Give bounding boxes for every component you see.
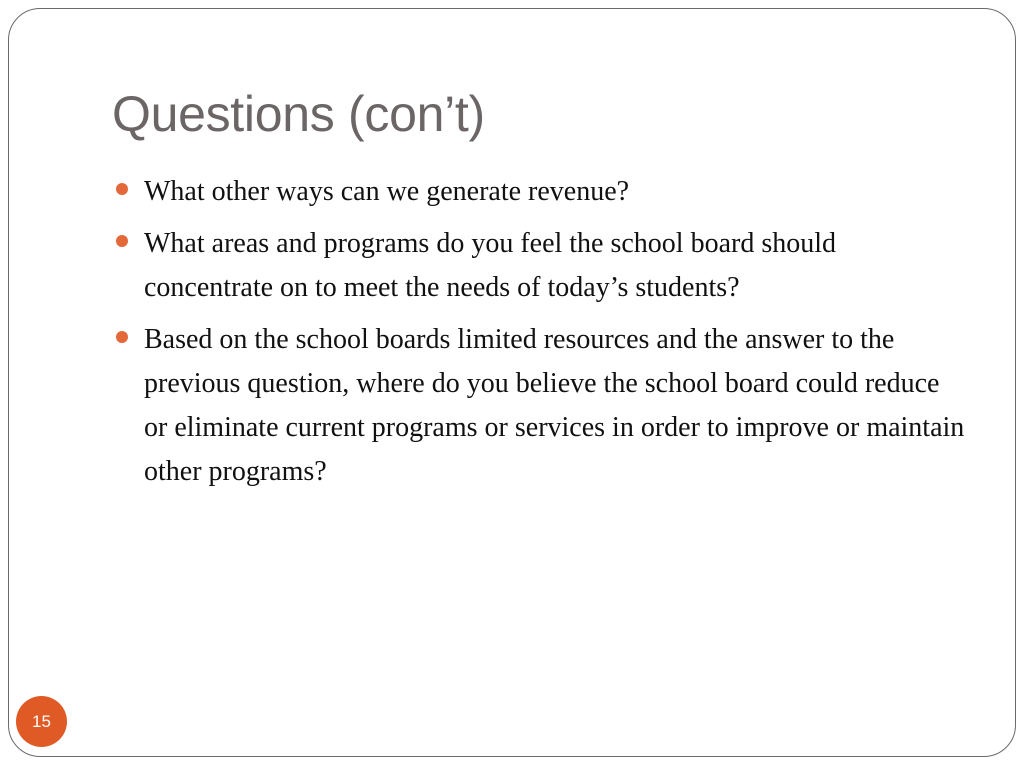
bullet-list	[116, 170, 966, 502]
slide-title: Questions (con’t)	[112, 86, 485, 142]
bullet-text: Based on the school boards limited resources and the answer to the previous question, where do you believe the school board could reduce or eliminate current programs or services in order to improve or maintain other programs?	[144, 324, 965, 487]
bullet-item	[116, 222, 966, 310]
bullet-text: What areas and programs do you feel the school board should concentrate on to meet the needs of today’s students?	[144, 228, 837, 303]
bullet-item	[116, 170, 966, 214]
bullet-item	[116, 318, 966, 494]
bullet-text: What other ways can we generate revenue?	[144, 176, 630, 207]
bullet-dot-icon	[116, 331, 128, 343]
page-number-badge: 15	[16, 696, 67, 747]
bullet-dot-icon	[116, 183, 128, 195]
bullet-dot-icon	[116, 235, 128, 247]
